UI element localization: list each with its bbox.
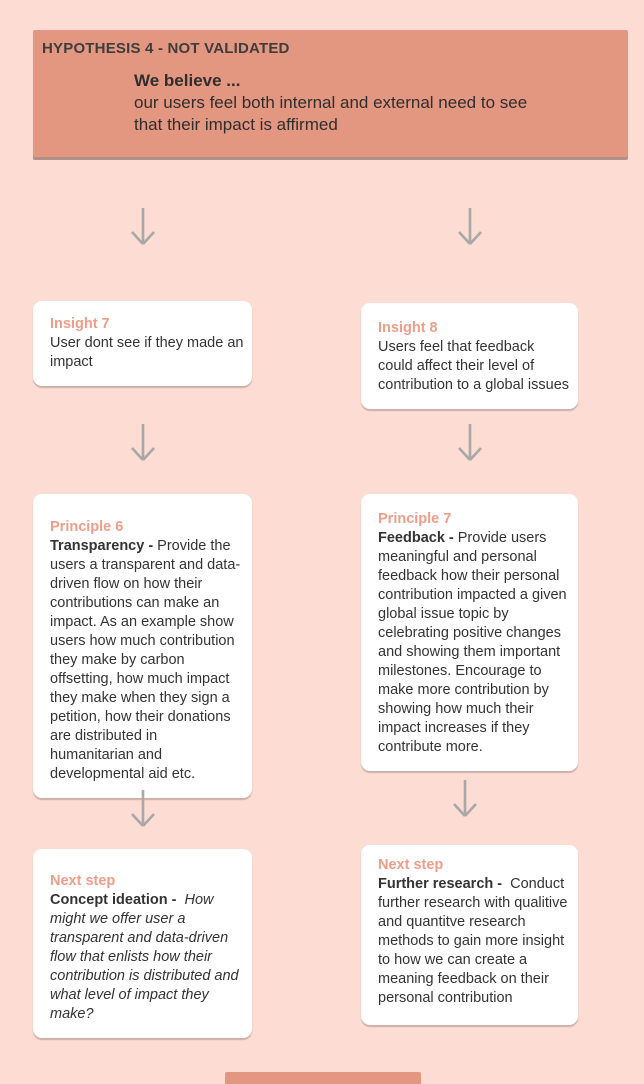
belief-body: our users feel both internal and external need to see that their impact is affirmed bbox=[134, 93, 528, 134]
card-title: Principle 6 bbox=[50, 519, 124, 535]
card-lead: Concept ideation - bbox=[50, 892, 177, 908]
belief-statement bbox=[134, 70, 534, 136]
card-title: Insight 7 bbox=[50, 316, 110, 332]
next-section-peek[interactable] bbox=[225, 1072, 421, 1084]
card-body: User dont see if they made an impact bbox=[50, 335, 244, 370]
card-title: Next step bbox=[50, 873, 116, 889]
card-title: Insight 8 bbox=[378, 320, 438, 336]
down-arrow-icon bbox=[128, 422, 158, 468]
card-body: Feedback - Provide users meaningful and personal feedback how their personal contribution impacted a given global issue topic by celebrating positive changes and showing them important milestones. Encourage to make more contribution by showing how much their impact increases if they contribute more. bbox=[378, 530, 567, 755]
hypothesis-label: HYPOTHESIS 4 - NOT VALIDATED bbox=[42, 40, 290, 57]
hypothesis-box[interactable] bbox=[33, 30, 628, 157]
down-arrow-icon bbox=[455, 206, 485, 252]
next-step-concept-ideation-card[interactable] bbox=[33, 849, 252, 1038]
card-body: Transparency - Provide the users a transparent and data-driven flow on how their contributions can make an impact. As an example show users how much contribution they make by carbon offsetting, how much impact they make when they sign a petition, how their donations are distributed in humanitarian and developmental aid etc. bbox=[50, 538, 241, 782]
down-arrow-icon bbox=[455, 422, 485, 468]
principle-7-card[interactable] bbox=[361, 494, 578, 771]
belief-title: We believe ... bbox=[134, 71, 241, 90]
card-title: Next step bbox=[378, 857, 444, 873]
down-arrow-icon bbox=[128, 788, 158, 834]
card-body: Further research - Conduct further research with qualitive and quantitve research methods to gain more insight to how we can create a meaning feedback on their personal contribution bbox=[378, 876, 568, 1006]
card-body: Users feel that feedback could affect their level of contribution to a global issues bbox=[378, 339, 570, 393]
card-lead: Transparency - bbox=[50, 538, 154, 554]
down-arrow-icon bbox=[128, 206, 158, 252]
card-lead: Feedback - bbox=[378, 530, 454, 546]
down-arrow-icon bbox=[450, 778, 480, 824]
insight-8-card[interactable] bbox=[361, 303, 578, 409]
principle-6-card[interactable] bbox=[33, 494, 252, 798]
insight-7-card[interactable] bbox=[33, 301, 252, 386]
card-title: Principle 7 bbox=[378, 511, 452, 527]
card-lead: Further research - bbox=[378, 876, 503, 892]
next-step-further-research-card[interactable] bbox=[361, 845, 578, 1025]
card-body: Concept ideation - How might we offer user a transparent and data-driven flow that enlists how their contribution is distributed and what level of impact they make? bbox=[50, 892, 239, 1022]
